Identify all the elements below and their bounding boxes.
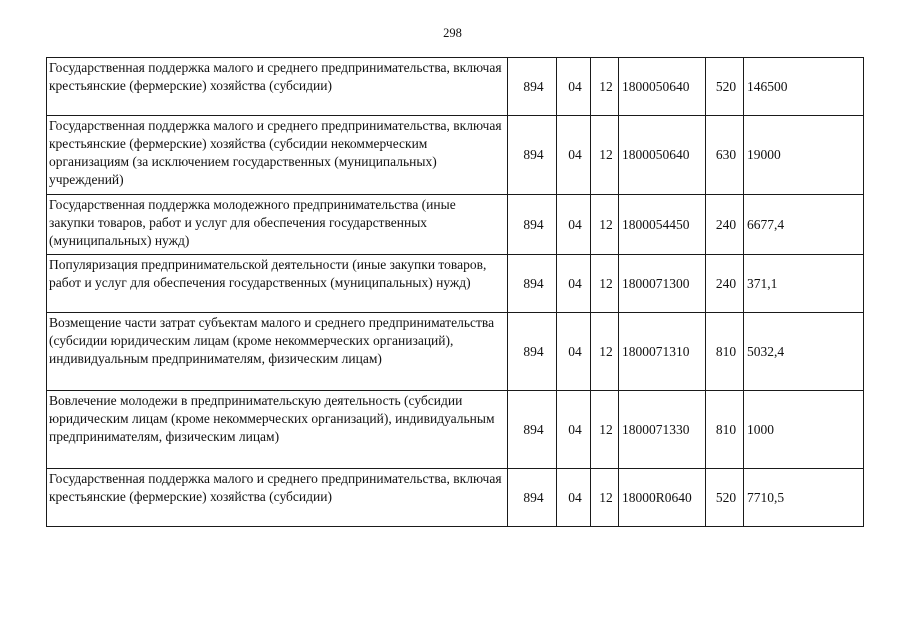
row-section-code: 04 xyxy=(557,195,591,255)
row-expense-type: 520 xyxy=(706,58,744,116)
row-ministry-code: 894 xyxy=(508,313,557,391)
table-row xyxy=(47,195,864,255)
row-section-code: 04 xyxy=(557,313,591,391)
row-expense-type: 520 xyxy=(706,469,744,527)
table-row xyxy=(47,469,864,527)
row-target-article: 1800050640 xyxy=(619,58,706,116)
row-description: Возмещение части затрат субъектам малого и среднего предпринимательства (субсидии юридическим лицам (кроме некоммерческих организаций), индивидуальным предпринимателям, физическим лицам) xyxy=(47,313,508,391)
row-description: Популяризация предпринимательской деятельности (иные закупки товаров, работ и услуг для обеспечения государственных (муниципальных) нужд) xyxy=(47,255,508,313)
row-section-code: 04 xyxy=(557,469,591,527)
row-description: Государственная поддержка малого и среднего предпринимательства, включая крестьянские (фермерские) хозяйства (субсидии) xyxy=(47,469,508,527)
row-expense-type: 240 xyxy=(706,255,744,313)
row-ministry-code: 894 xyxy=(508,116,557,195)
row-amount: 146500 xyxy=(744,58,864,116)
row-subsection-code: 12 xyxy=(591,195,619,255)
row-subsection-code: 12 xyxy=(591,255,619,313)
row-expense-type: 810 xyxy=(706,313,744,391)
row-amount: 1000 xyxy=(744,391,864,469)
row-target-article: 1800071310 xyxy=(619,313,706,391)
budget-table xyxy=(46,57,864,527)
row-section-code: 04 xyxy=(557,58,591,116)
row-target-article: 1800071330 xyxy=(619,391,706,469)
page-number: 298 xyxy=(443,26,462,40)
row-target-article: 1800050640 xyxy=(619,116,706,195)
row-subsection-code: 12 xyxy=(591,58,619,116)
row-expense-type: 810 xyxy=(706,391,744,469)
row-subsection-code: 12 xyxy=(591,469,619,527)
row-description: Вовлечение молодежи в предпринимательскую деятельность (субсидии юридическим лицам (кроме некоммерческих организаций), индивидуальным предпринимателям, физическим лицам) xyxy=(47,391,508,469)
row-expense-type: 240 xyxy=(706,195,744,255)
row-amount: 7710,5 xyxy=(744,469,864,527)
row-description: Государственная поддержка малого и среднего предпринимательства, включая крестьянские (фермерские) хозяйства (субсидии некоммерческим организациям (за исключением государственных (муниципальных) учреждений) xyxy=(47,116,508,195)
row-description: Государственная поддержка молодежного предпринимательства (иные закупки товаров, работ и услуг для обеспечения государственных (муниципальных) нужд) xyxy=(47,195,508,255)
row-amount: 19000 xyxy=(744,116,864,195)
row-amount: 5032,4 xyxy=(744,313,864,391)
row-ministry-code: 894 xyxy=(508,255,557,313)
row-section-code: 04 xyxy=(557,391,591,469)
row-subsection-code: 12 xyxy=(591,116,619,195)
row-section-code: 04 xyxy=(557,255,591,313)
row-ministry-code: 894 xyxy=(508,58,557,116)
table-row xyxy=(47,116,864,195)
table-row xyxy=(47,391,864,469)
row-subsection-code: 12 xyxy=(591,391,619,469)
row-amount: 371,1 xyxy=(744,255,864,313)
row-expense-type: 630 xyxy=(706,116,744,195)
row-description: Государственная поддержка малого и среднего предпринимательства, включая крестьянские (фермерские) хозяйства (субсидии) xyxy=(47,58,508,116)
table-row xyxy=(47,313,864,391)
row-ministry-code: 894 xyxy=(508,391,557,469)
row-section-code: 04 xyxy=(557,116,591,195)
row-target-article: 1800054450 xyxy=(619,195,706,255)
row-target-article: 18000R0640 xyxy=(619,469,706,527)
row-target-article: 1800071300 xyxy=(619,255,706,313)
row-subsection-code: 12 xyxy=(591,313,619,391)
table-row xyxy=(47,255,864,313)
row-amount: 6677,4 xyxy=(744,195,864,255)
row-ministry-code: 894 xyxy=(508,195,557,255)
row-ministry-code: 894 xyxy=(508,469,557,527)
table-row xyxy=(47,58,864,116)
